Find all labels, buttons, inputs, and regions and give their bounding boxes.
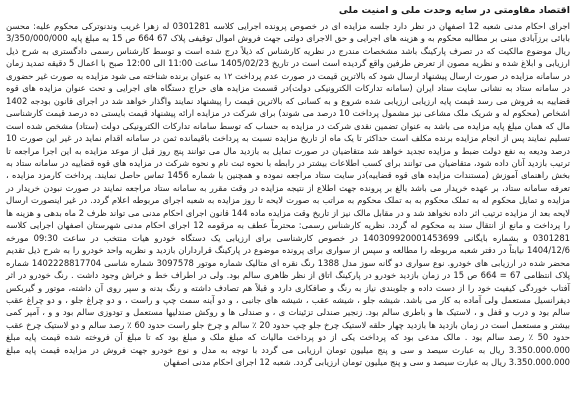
document-body — [6, 20, 570, 369]
body-paragraph: اجرای احکام مدنی شعبه 12 اصفهان در نظر دارد جلسه مزایده ای در خصوص پرونده اجرایی کلاسه 0301281 له زهرا غریب وندنوترکی محکوم علیه: محسن بابائی برزآبادی مبنی بر مطالبه محکوم به و هزینه های اجرایی و حق الاجرای دولتی جهت فروش اموال توقیفی پلاک 67 664 ص 15 به مبلغ پایه 3/350/000/000 ریال موضوع مالکیت که در تصرف پارکینگ باشد مشخصات مندرج در نظریه کارشناس که ذیلاً درج شده است و توسط کارشناس رسمی دادگستری به شرح ذیل ارزیابی و ابلاغ شده و نظریه مصون از تعرض طرفین واقع گردیده است است در تاریخ 1405/02/23 ساعت 11:00 الی 12:00 صبح با اعمال 5 دقیقه تمدید زمان در سامانه مزایده در صورت ارسال پیشنهاد ارسال شود که بالاترین قیمت در صورت عدم پرداخت ۱۲ به عنوان برنده شناخته می شود مزایده به صورت غیر حضوری در سامانه ستاد به نشانی سایت ستاد ایران (سامانه تدارکات الکترونیکی دولت)در قسمت مزایده های حراج دستگاه های اجرایی و تحت عنوان مزایده های قوه قضاییه به فروش می رسد قیمت پایه ارزیابی ارزیابی شده شروع و به کسانی که بالاترین قیمت را پیشنهاد نمایند واگذار خواهد شد در اجرای قانون بودجه 1402 اشخاص (محکوم له و شریک ملک مشاعی نیز مشمول پرداخت 10 درصد می شوند) برای شرکت در مزایده ارائه پیشنهاد قیمت بایستی ده درصد قیمت کارشناسی مال که همان مبلغ پایه مزایده می باشد به عنوان تضمین نقدی شرکت در مزایده به حساب که توسط سامانه تدارکات الکترونیکی دولت (ستاد) مشخص شده است تسلیم نمایند پس از انجام مزایده برنده مکلف است حداکثر تا یک ماه از تاریخ مزایده نسبت به پرداخت باقیمانده ثمن در سامانه اقدام نماید در غیر این صورت 10 درصد ودیعه به نفع دولت ضبط و مزایده تجدید خواهد شد متقاضیان در صورت تمایل به بازدید مال می توانند پنج روز قبل از موعد مزایده به این اجرا مراجعه تا ترتیب بازدید آنان داده شود، متقاضیان می توانند برای کسب اطلاعات بیشتر در رابطه با نحوه ثبت نام و نحوه شرکت در مزایده های قوه قضاییه در سامانه ستاد به بخش راهنمای آموزش (مستندات مزایده های قوه قضاییه)در سایت ستاد مراجعه نموده و همچنین با شماره 1456 تماس حاصل نمایند. پرداخت کارمزد مزایده ، تعرفه سامانه ستاد، بر عهده خریدار می باشد بالغ بر پرونده جهت اطلاع از نتیجه مزایده در وقت مقرر به سامانه ستاد مراجعه نمایند در صورت نبودن خریدار در مزایده و تمایل محکوم له به تملک محکوم به به تملک محکوم به مراتب به صورت لایحه تا روز مزایده به شعبه اجرای مربوطه اعلام گردد. در غیر اینصورت ارسال لایحه بعد از مزایده ترتیب اثر داده نخواهد شد و در مقابل مالک نیز از تاریخ وقت مزایده ماده 144 قانون اجرای احکام مدنی می تواند ظرف 2 ماه بدهی و هزینه ها را پرداخت و مانع از انتقال سند به محکوم له گردد. نظریه کارشناس رسمی: محترماً عطف به مرقومه 12 اجرای احکام مدنی شهرستان اصفهان اجرایی کلاسه 0301281 و بشماره بایگانی 140309920001453699 در خصوص کارشناسی برای ارزیابی یک دستگاه خودرو هیات منتخب در ساعت 09:30 مورخه 1404/12/6 نیابتاً در دفتر شعبه مربوطه را مطالعه و سپس از سواری برای پرونده موضوع در پارکینگ قرارداران بازدید و نظریه واحد خودرو را به شرح ذیل تقدیم محضر شده در ارزیابی های خودرو. نوع سواری دو گانه سوز مدل 1388 رنگ نقره ای متالیک شماره موتور 3097578 شماره شاسی 1402228817704 شماره پلاک انتظامی 67 = 664 ص 15 در زمان بازدید خودرو در پارکینگ اتاق از نظر ظاهری سالم بود. ولی در اطراف خط و خراش وجود داشت . رنگ خودرو در اثر آفتاب خوردگی کیفیت خود را از دست داده و جلوبندی نیاز به رنگ و صافکاری دارد و قبلاً هم تصادف داشته و رنگ بدنه و سپر روی آن داشته، موتور و گیربکس دیفرانسیل مستعمل ولی آماده به کار می باشد. شیشه جلو ، شیشه عقب ، شیشه های جانبی ، و دو آینه سمت چپ و راست ، و دو چراغ جلو ، و دو چراغ عقب سالم بود و درب و قفل و ، لاستیک ها و باطری سالم بود. زنجیر صندلی تزئینات ی ، و صندلی ها و روکش صندلیها مستعمل و تودوزی سالم بود و و ، آمپر کمی بیشتر و مستعمل است در زمان بازدید ها بازدید چهار حلقه لاستیک چرخ جلو چپ حدود 20 ٪ سالم و چرخ جلو راست حدود 60 ٪ رصد سالم و دو لاستیک چرخ عقب حدود 50 ٪ رصد سالم بود . مالک مدعی بود که پرداخت یکی از دو پرداخت مالیات که مبلغ ملک و مبلغ بود که تا مبلغ آن فروخته شده قیمت پایه مبلغ 3.350.000.000 ریال به عبارت سیصد و سی و پنج میلیون تومان ارزیابی می گردد با توجه به مدل و نوع خودرو جهت فروش در مزایده قیمت پایه مبلغ 3.350.000.000 ریال به عبارت سیصد و سی و پنج میلیون تومان ارزیابی گردد. شعبه 12 اجرای احکام مدنی اصفهان — [6, 21, 571, 368]
document-title: اقتصاد مقاومتی در سایه وحدت ملی و امنیت ملی — [338, 5, 570, 16]
